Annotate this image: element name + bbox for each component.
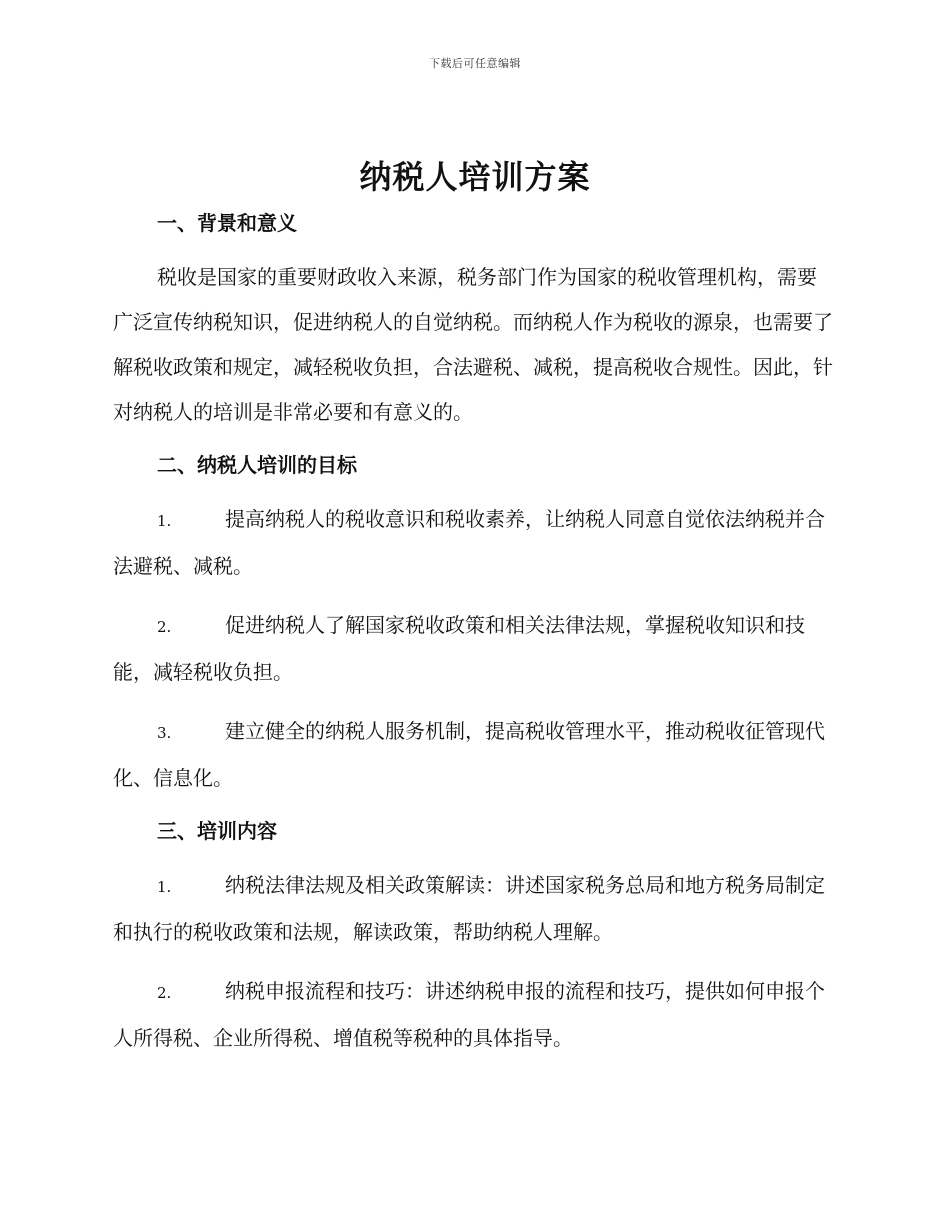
background-paragraph: 税收是国家的重要财政收入来源，税务部门作为国家的税收管理机构，需要广泛宣传纳税知识，促进纳税人的自觉纳税。而纳税人作为税收的源泉，也需要了解税收政策和规定，减轻税收负担，合法避税、减税，提高税收合规性。因此，针对纳税人的培训是非常必要和有意义的。 <box>113 265 833 424</box>
document-title: 纳税人培训方案 <box>359 158 591 196</box>
content-item <box>113 863 835 955</box>
goal-item <box>113 709 835 801</box>
content-item <box>113 969 835 1061</box>
goal-item-text: 提高纳税人的税收意识和税收素养，让纳税人同意自觉依法纳税并合法避税、减税。 <box>113 507 825 578</box>
section-heading-goals: 二、纳税人培训的目标 <box>157 453 357 477</box>
goal-item-text: 建立健全的纳税人服务机制，提高税收管理水平，推动税收征管现代化、信息化。 <box>113 719 825 790</box>
content-item-number: 2. <box>157 984 172 1002</box>
document-body <box>113 205 835 1061</box>
goal-item <box>113 603 835 695</box>
content-item-number: 1. <box>157 878 172 896</box>
goal-item-number: 3. <box>157 724 172 742</box>
goal-item <box>113 497 835 589</box>
section-heading-content: 三、培训内容 <box>157 819 277 843</box>
content-item-text: 纳税申报流程和技巧：讲述纳税申报的流程和技巧，提供如何申报个人所得税、企业所得税、增值税等税种的具体指导。 <box>113 979 825 1050</box>
header-note: 下载后可任意编辑 <box>429 57 521 70</box>
content-item-text: 纳税法律法规及相关政策解读：讲述国家税务总局和地方税务局制定和执行的税收政策和法规，解读政策，帮助纳税人理解。 <box>113 873 825 944</box>
section-heading-background: 一、背景和意义 <box>157 211 297 235</box>
goal-item-number: 2. <box>157 618 172 636</box>
goal-item-text: 促进纳税人了解国家税收政策和相关法律法规，掌握税收知识和技能，减轻税收负担。 <box>113 613 805 684</box>
goal-item-number: 1. <box>157 512 172 530</box>
